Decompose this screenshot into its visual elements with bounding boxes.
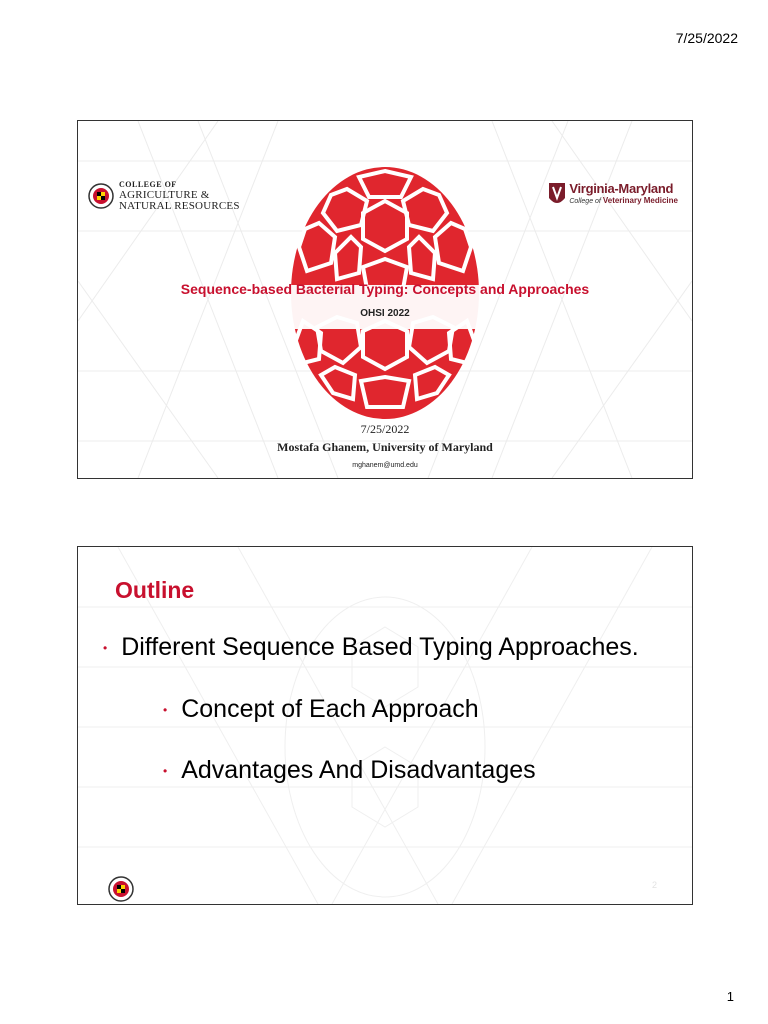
- vmcvm-logo: [548, 182, 678, 208]
- bullet-text: Concept of Each Approach: [181, 695, 479, 723]
- logo-left-line1: COLLEGE OF: [119, 180, 177, 189]
- presentation-author: Mostafa Ghanem, University of Maryland: [277, 440, 493, 454]
- slide-number: 2: [651, 880, 657, 890]
- logo-right-name: Virginia-Maryland: [569, 180, 674, 196]
- page-number: 1: [726, 989, 734, 1004]
- logo-left-line3: NATURAL RESOURCES: [119, 200, 240, 212]
- bullet-text: Advantages And Disadvantages: [181, 756, 536, 784]
- bullet-icon: •: [103, 640, 108, 655]
- presentation-subtitle: OHSI 2022: [360, 308, 410, 319]
- logo-right-college-name: Veterinary Medicine: [602, 195, 678, 205]
- umd-seal-icon: [88, 183, 114, 209]
- logo-left-line2: AGRICULTURE &: [119, 189, 210, 201]
- page-date: 7/25/2022: [675, 30, 738, 46]
- title-slide: [77, 120, 693, 479]
- presentation-date: 7/25/2022: [360, 422, 410, 436]
- bullet-item: [163, 695, 479, 724]
- slide-title: Outline: [115, 577, 195, 603]
- vmcvm-shield-icon: [548, 182, 566, 208]
- author-email: mghanem@umd.edu: [352, 462, 418, 469]
- logo-right-college-prefix: College of: [569, 197, 601, 205]
- outline-slide: [77, 546, 693, 905]
- presentation-title: Sequence-based Bacterial Typing: Concepts and Approaches: [180, 281, 590, 297]
- bullet-item: [163, 756, 536, 785]
- agnr-logo: [88, 179, 240, 212]
- umd-seal-icon: [108, 876, 134, 902]
- bullet-icon: •: [163, 702, 168, 717]
- bullet-icon: •: [163, 763, 168, 778]
- bullet-item: [103, 633, 639, 662]
- bullet-text: Different Sequence Based Typing Approaches.: [121, 633, 639, 661]
